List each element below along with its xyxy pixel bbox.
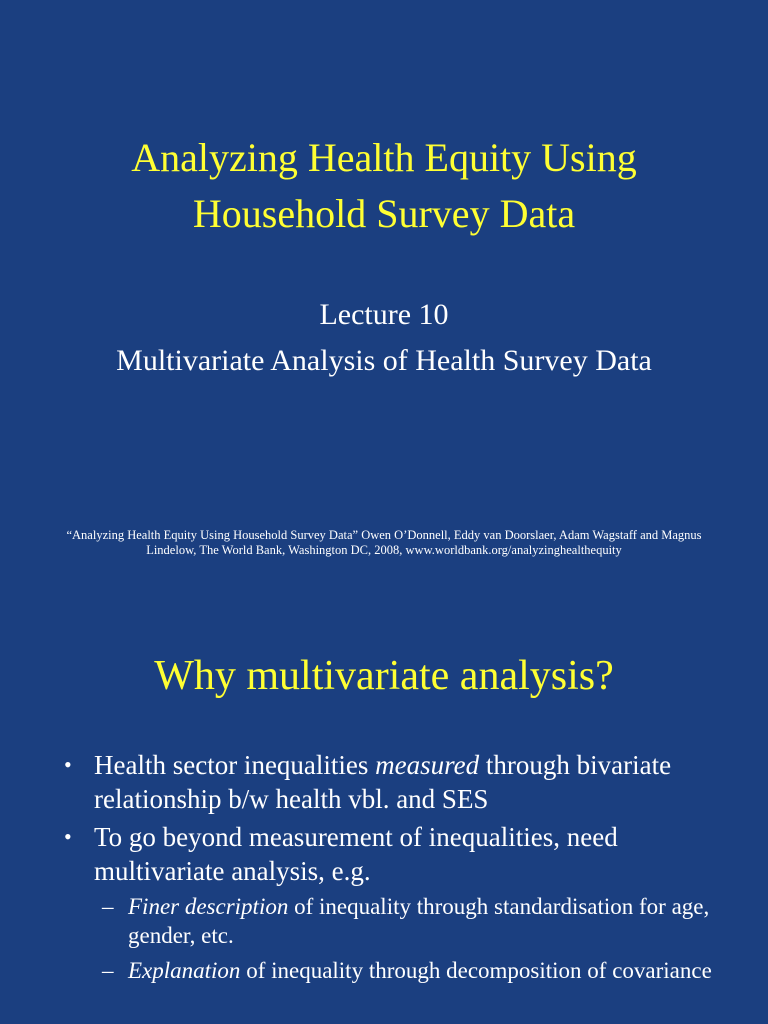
bullet-icon: • (64, 752, 72, 777)
bullet-text-pre: Health sector inequalities (94, 750, 376, 780)
subtitle-block (60, 296, 708, 380)
bullet-icon: • (64, 824, 72, 849)
dash-icon: – (102, 958, 114, 983)
sub-bullet-emphasis: Explanation (128, 958, 241, 983)
content-slide (0, 576, 768, 1024)
slide-heading: Why multivariate analysis? (154, 653, 614, 699)
dash-icon: – (102, 894, 114, 919)
lecture-subtitle: Multivariate Analysis of Health Survey Data (116, 344, 652, 377)
bullet-list (62, 748, 728, 991)
bullet-text-post: through bivariate relationship b/w health vbl. and SES (94, 750, 672, 814)
bullet-item-1 (62, 748, 728, 816)
bullet-item-2 (62, 820, 728, 888)
sub-bullet-emphasis: Finer description (128, 894, 289, 919)
sub-bullet-text: of inequality through decomposition of covariance (240, 958, 712, 983)
bullet-text-emphasis: measured (375, 750, 480, 780)
bullet-text: To go beyond measurement of inequalities, need multivariate analysis, e.g. (94, 822, 618, 886)
sub-bullet-item-2 (62, 956, 728, 985)
lecture-number: Lecture 10 (319, 298, 449, 331)
citation-text: “Analyzing Health Equity Using Household Survey Data” Owen O’Donnell, Eddy van Doorslaer, Adam Wagstaff and Magnus Lindelow, The World Bank, Washington DC, 2008, www.worldbank.org/analyzinghealthequity (66, 528, 702, 557)
sub-bullet-item-1 (62, 892, 728, 950)
slide-title: Analyzing Health Equity Using Household Survey Data (131, 135, 637, 236)
sub-bullet-text: of inequality through standardisation for age, gender, etc. (128, 894, 710, 948)
